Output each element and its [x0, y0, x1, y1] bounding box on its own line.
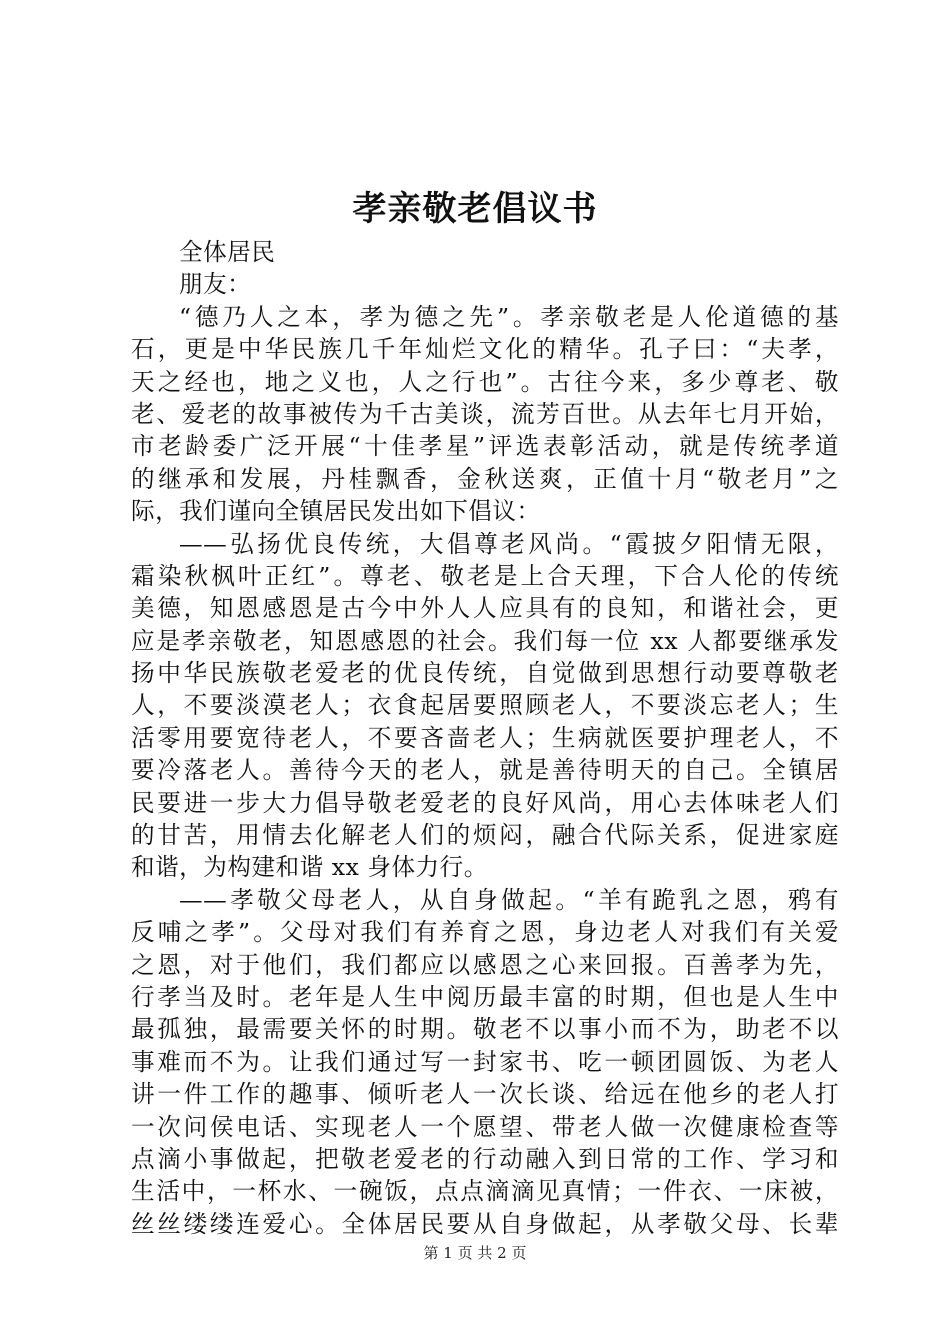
body-line: 讲一件工作的趣事、倾听老人一次长谈、给远在他乡的老人打 [131, 1080, 839, 1109]
body-line: 反哺之孝”。父母对我们有养育之恩，身边老人对我们有关爱 [131, 918, 839, 947]
body-line: 和谐，为构建和谐 xx 身体力行。 [131, 853, 488, 882]
body-line: ——孝敬父母老人，从自身做起。“羊有跪乳之恩，鸦有 [179, 885, 839, 914]
body-line: 扬中华民族敬老爱老的优良传统，自觉做到思想行动要尊敬老 [131, 659, 839, 688]
body-line: 之恩，对于他们，我们都应以感恩之心来回报。百善孝为先， [131, 950, 839, 979]
body-line: ——弘扬优良传统，大倡尊老风尚。“霞披夕阳情无限， [179, 529, 839, 558]
body-line: 一次问侯电话、实现老人一个愿望、带老人做一次健康检查等 [131, 1112, 839, 1141]
body-line: 民要进一步大力倡导敬老爱老的良好风尚，用心去体味老人们 [131, 788, 839, 817]
body-line: 天之经也，地之义也，人之行也”。古往今来，多少尊老、敬 [131, 367, 839, 396]
body-line: 事难而不为。让我们通过写一封家书、吃一顿团圆饭、为老人 [131, 1047, 839, 1076]
body-line: 应是孝亲敬老，知恩感恩的社会。我们每一位 xx 人都要继承发 [131, 626, 839, 655]
body-line: 老、爱老的故事被传为千古美谈，流芳百世。从去年七月开始， [131, 399, 839, 428]
body-line: 朋友： [179, 270, 252, 299]
body-line: 生活中，一杯水、一碗饭，点点滴滴见真情；一件衣、一床被， [131, 1177, 839, 1206]
body-line: 石，更是中华民族几千年灿烂文化的精华。孔子曰：“夫孝， [131, 335, 839, 364]
body-line: 行孝当及时。老年是人生中阅历最丰富的时期，但也是人生中 [131, 982, 839, 1011]
body-line: 丝丝缕缕连爱心。全体居民要从自身做起，从孝敬父母、长辈 [131, 1209, 839, 1238]
body-line: “德乃人之本，孝为德之先”。孝亲敬老是人伦道德的基 [179, 302, 839, 331]
body-line: 点滴小事做起，把敬老爱老的行动融入到日常的工作、学习和 [131, 1144, 839, 1173]
document-title: 孝亲敬老倡议书 [352, 189, 598, 229]
body-line: 最孤独，最需要关怀的时期。敬老不以事小而不为，助老不以 [131, 1015, 839, 1044]
body-line: 市老龄委广泛开展“十佳孝星”评选表彰活动，就是传统孝道 [131, 432, 839, 461]
body-line: 活零用要宽待老人，不要吝啬老人；生病就医要护理老人，不 [131, 723, 839, 752]
body-line: 人，不要淡漠老人；衣食起居要照顾老人，不要淡忘老人；生 [131, 691, 839, 720]
body-line: 霜染秋枫叶正红”。尊老、敬老是上合天理，下合人伦的传统 [131, 561, 839, 590]
body-line: 的继承和发展，丹桂飘香，金秋送爽，正值十月“敬老月”之 [131, 464, 839, 493]
page-footer: 第 1 页 共 2 页 [423, 1244, 527, 1262]
body-line: 要冷落老人。善待今天的老人，就是善待明天的自己。全镇居 [131, 756, 839, 785]
body-line: 际，我们谨向全镇居民发出如下倡议： [131, 497, 541, 526]
body-line: 全体居民 [179, 238, 276, 266]
document-body [131, 236, 839, 1240]
body-line: 美德，知恩感恩是古今中外人人应具有的良知，和谐社会，更 [131, 594, 839, 623]
body-line: 的甘苦，用情去化解老人们的烦闷，融合代际关系，促进家庭 [131, 821, 839, 850]
